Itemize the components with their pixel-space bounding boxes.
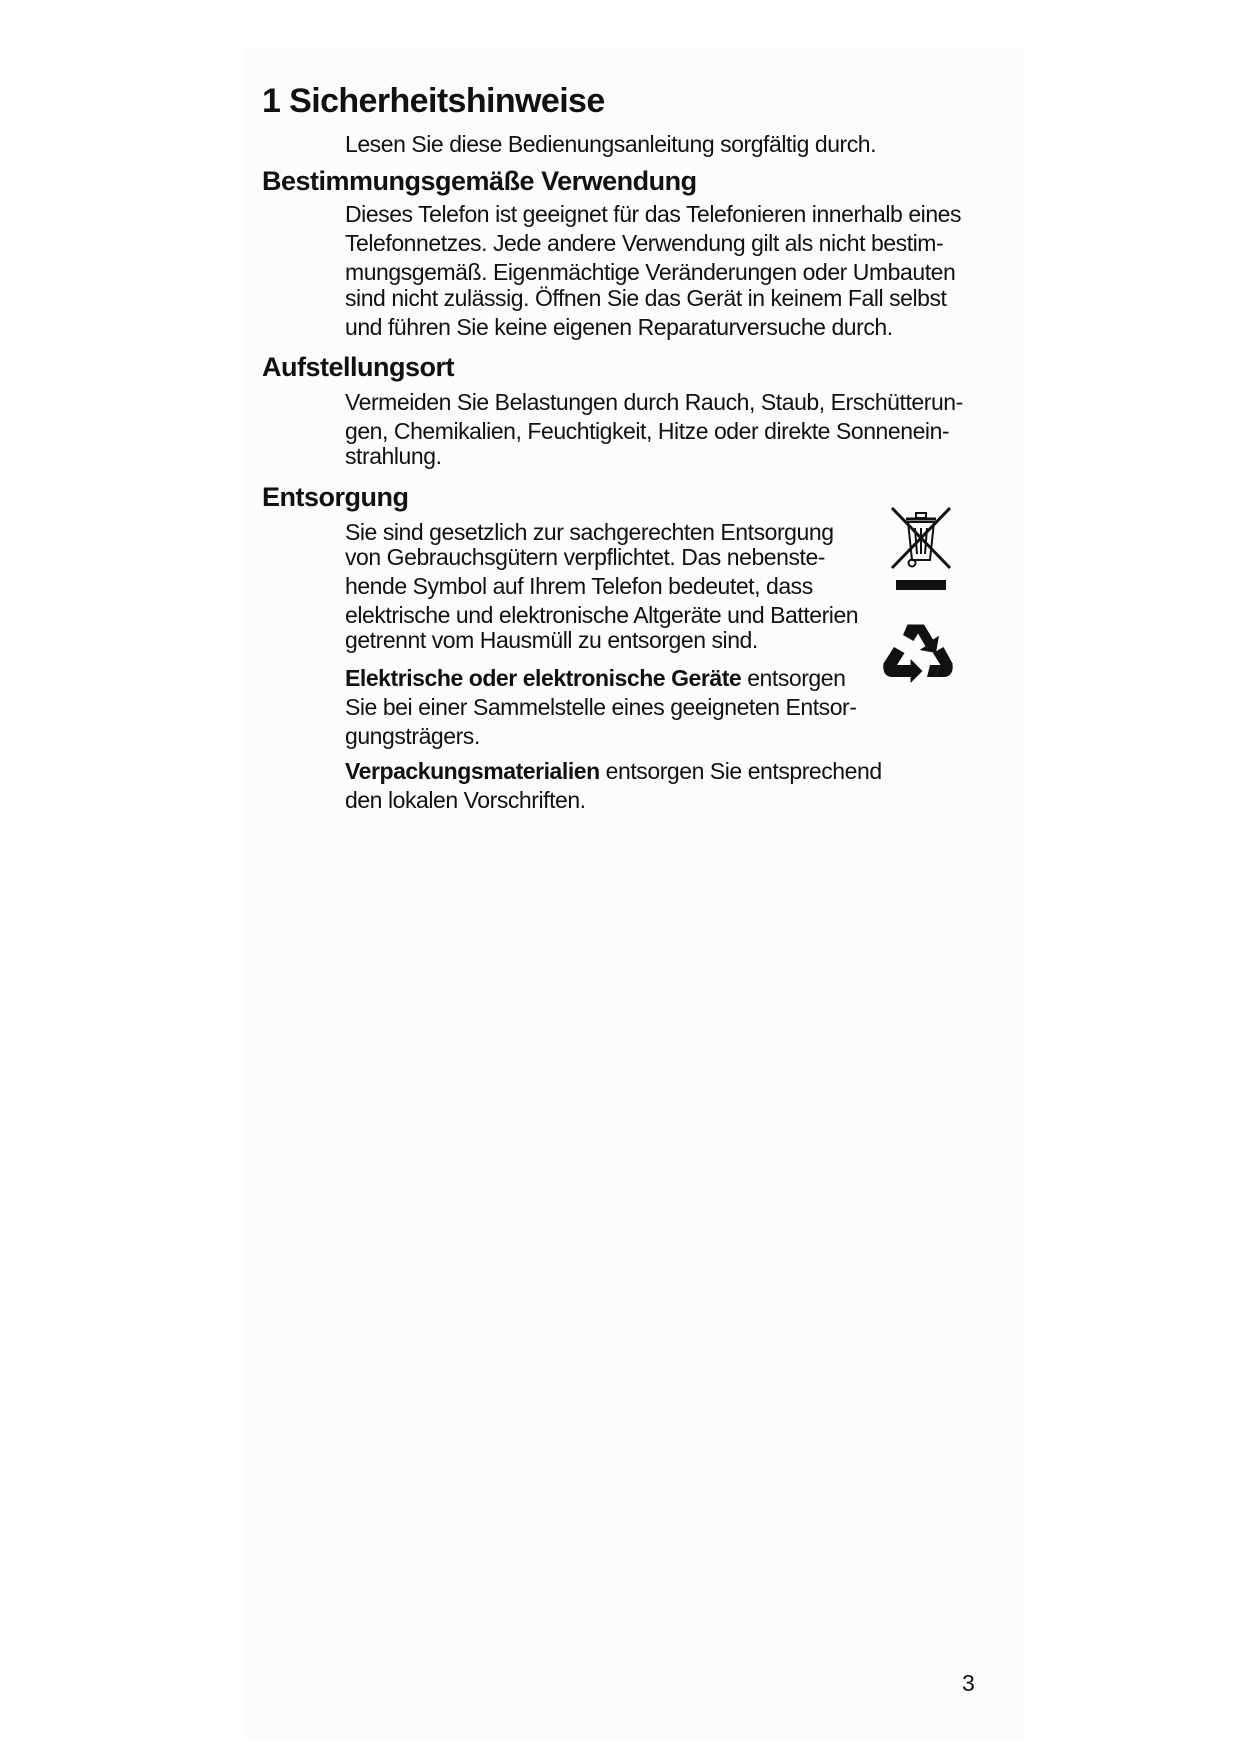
paragraph-location: [345, 388, 963, 471]
page-number: 3: [962, 1670, 975, 1696]
paragraph-disposal: [345, 518, 858, 655]
packaging-bold: Verpackungsmaterialien: [345, 758, 600, 784]
text-line: elektrische und elektronische Altgeräte und Batterien: [345, 602, 859, 628]
text-line: Telefonnetzes. Jede andere Verwendung gilt als nicht bestim-: [345, 230, 944, 256]
text-line: getrennt vom Hausmüll zu entsorgen sind.: [345, 627, 758, 653]
heading-disposal: Entsorgung: [262, 482, 409, 512]
text-line: den lokalen Vorschriften.: [345, 787, 586, 813]
text-line: gungsträgers.: [345, 723, 480, 749]
text-line: Sie sind gesetzlich zur sachgerechten Entsorgung: [345, 519, 834, 545]
text-line: von Gebrauchsgütern verpflichtet. Das nebenste-: [345, 544, 826, 570]
text-line: Vermeiden Sie Belastungen durch Rauch, Staub, Erschütterun-: [345, 389, 963, 415]
text-line: strahlung.: [345, 443, 442, 469]
devices-rest: entsorgen: [741, 665, 846, 691]
page-title: 1 Sicherheitshinweise: [262, 82, 605, 120]
text-line: sind nicht zulässig. Öffnen Sie das Gerät in keinem Fall selbst: [345, 285, 947, 311]
packaging-rest: entsorgen Sie entsprechend: [599, 758, 882, 784]
recycling-icon: [880, 620, 956, 692]
text-line: mungsgemäß. Eigenmächtige Veränderungen oder Umbauten: [345, 259, 956, 285]
text-line: [345, 664, 856, 693]
paragraph-packaging: [345, 757, 882, 815]
heading-location: Aufstellungsort: [262, 352, 454, 382]
crossed-out-wheelie-bin-icon: [888, 506, 954, 594]
heading-intended-use: Bestimmungsgemäße Verwendung: [262, 166, 697, 196]
text-line: gen, Chemikalien, Feuchtigkeit, Hitze oder direkte Sonnenein-: [345, 418, 950, 444]
paragraph-devices: [345, 664, 856, 751]
intro-paragraph: [345, 130, 876, 159]
text-line: Sie bei einer Sammelstelle eines geeigneten Entsor-: [345, 694, 857, 720]
text-line: [345, 757, 882, 786]
intro-line: Lesen Sie diese Bedienungsanleitung sorgfältig durch.: [345, 131, 877, 157]
devices-bold: Elektrische oder elektronische Geräte: [345, 665, 742, 691]
text-line: und führen Sie keine eigenen Reparaturversuche durch.: [345, 314, 893, 340]
text-line: Dieses Telefon ist geeignet für das Telefonieren innerhalb eines: [345, 201, 962, 227]
text-line: hende Symbol auf Ihrem Telefon bedeutet, dass: [345, 573, 813, 599]
paragraph-intended-use: [345, 200, 961, 342]
